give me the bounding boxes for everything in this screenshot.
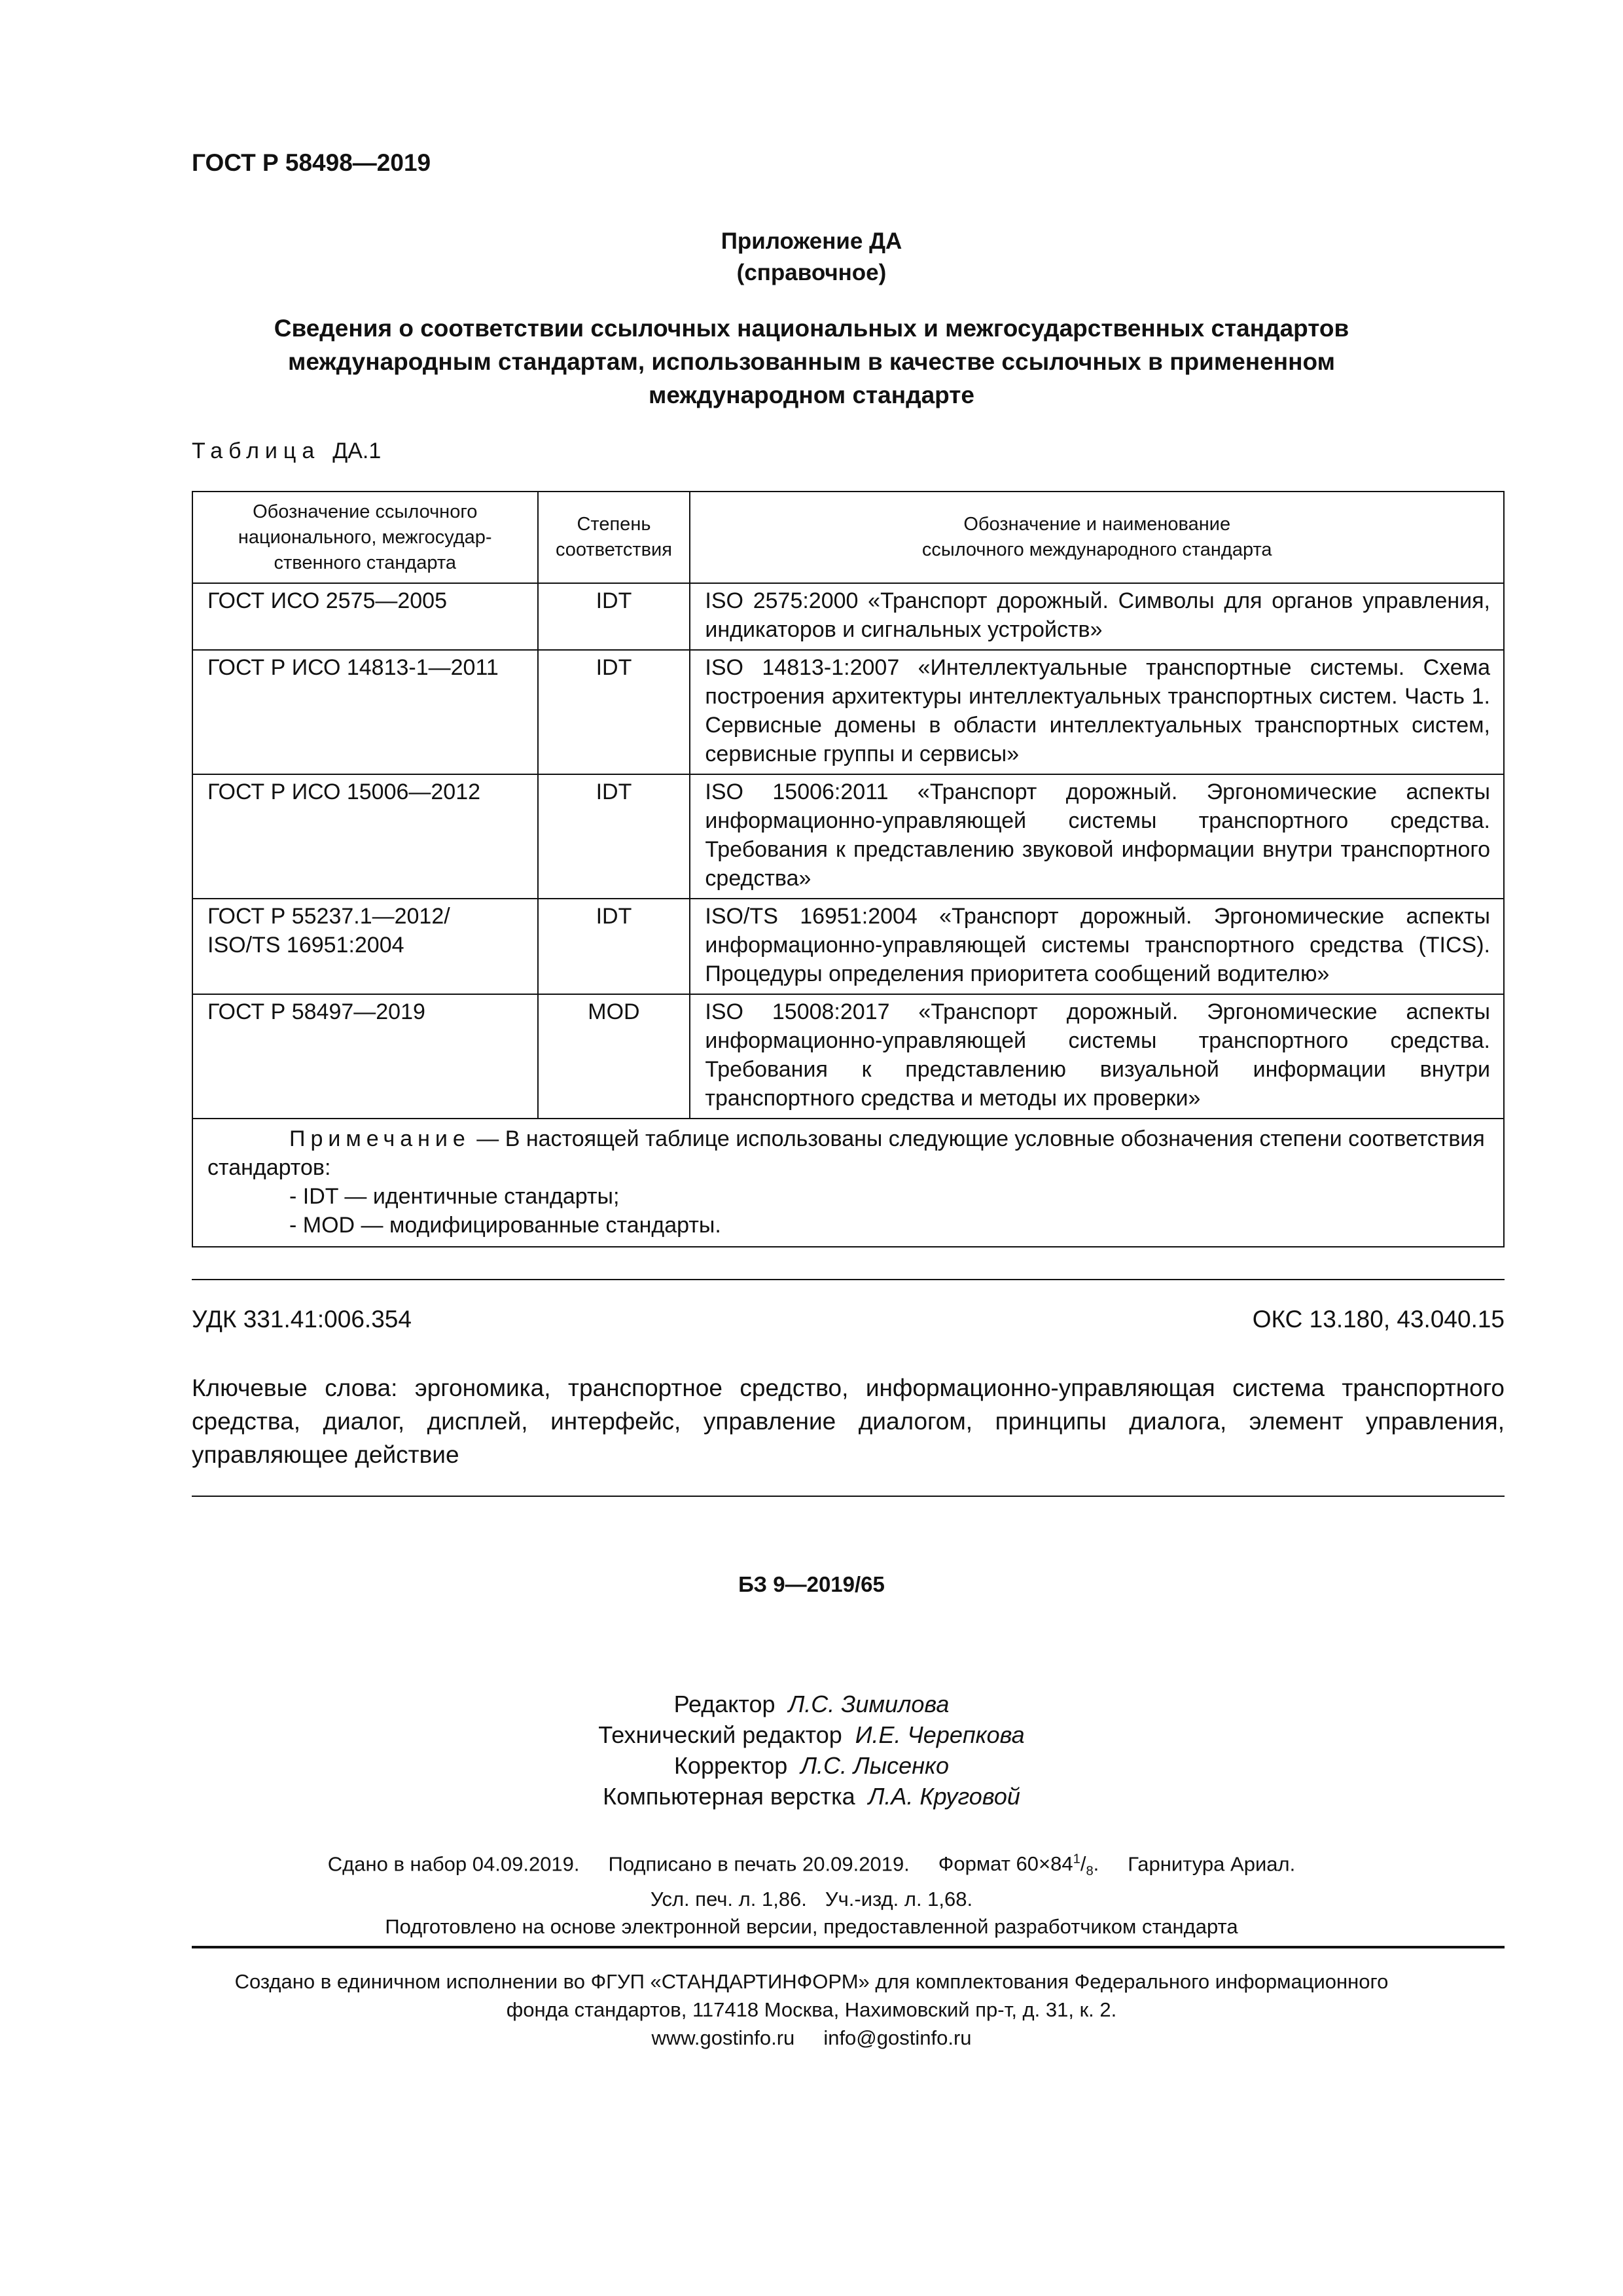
credit-name: Л.С. Лысенко — [800, 1752, 950, 1779]
credit-line — [0, 1750, 1623, 1781]
credit-role: Редактор — [673, 1691, 776, 1717]
table-row — [192, 994, 1504, 1119]
credit-name: И.Е. Черепкова — [855, 1721, 1025, 1748]
table-label — [192, 439, 381, 464]
footer-contacts — [0, 2024, 1623, 2052]
document-code: ГОСТ Р 58498—2019 — [192, 149, 431, 176]
appendix-title: Приложение ДА — [721, 228, 902, 254]
credit-role: Компьютерная верстка — [603, 1783, 855, 1810]
signed-date: Подписано в печать 20.09.2019. — [608, 1852, 910, 1876]
email-link[interactable]: info@gostinfo.ru — [823, 2026, 972, 2049]
footer-line: Создано в единичном исполнении во ФГУП «СТАНДАРТИНФОРМ» для комплектования Федерального информационного — [234, 1970, 1389, 1993]
cell-designation: ГОСТ ИСО 2575—2005 — [192, 583, 538, 650]
header-text: соответствия — [555, 539, 672, 560]
bz-number: БЗ 9—2019/65 — [738, 1572, 885, 1596]
format-end: . — [1093, 1852, 1099, 1876]
header-text: ственного стандарта — [274, 552, 456, 573]
cell-designation: ГОСТ Р 58497—2019 — [192, 994, 538, 1119]
credit-name: Л.С. Зимилова — [788, 1691, 950, 1717]
header-text: Обозначение ссылочного — [253, 501, 478, 522]
note-paragraph — [207, 1124, 1490, 1182]
cell-international: ISO/TS 16951:2004 «Транспорт дорожный. Эргономические аспекты информационно-управляющей системы транспортного средства (TICS). Процедуры определения приоритета сообщений водителю» — [690, 899, 1504, 994]
cell-degree: IDT — [538, 583, 690, 650]
cell-designation: ГОСТ Р ИСО 14813-1—2011 — [192, 650, 538, 774]
reference-standards-table — [192, 491, 1505, 1247]
table-row — [192, 583, 1504, 650]
table-row — [192, 899, 1504, 994]
credits — [0, 1689, 1623, 1812]
divider — [192, 1279, 1505, 1280]
header-designation — [192, 492, 538, 583]
cell-degree: IDT — [538, 899, 690, 994]
cell-designation: ГОСТ Р ИСО 15006—2012 — [192, 774, 538, 899]
print-sheets: Усл. печ. л. 1,86. — [650, 1887, 807, 1910]
format-numerator: 1 — [1073, 1852, 1080, 1867]
header-international — [690, 492, 1504, 583]
prepared-note: Подготовлено на основе электронной версии, предоставленной разработчиком стандарта — [385, 1914, 1238, 1938]
cell-international: ISO 14813-1:2007 «Интеллектуальные транспортные системы. Схема построения архитектуры интеллектуальных транспортных систем. Часть 1. Сервисные домены в области интеллектуальных транспортных систем, сервисные группы и сервисы» — [690, 650, 1504, 774]
table-label-number: ДА.1 — [332, 439, 382, 463]
divider — [192, 1946, 1505, 1948]
heading-line: международным стандартам, использованным в качестве ссылочных в примененном — [288, 348, 1335, 375]
footer-line: фонда стандартов, 117418 Москва, Нахимовский пр-т, д. 31, к. 2. — [506, 1998, 1117, 2021]
designation-line: ISO/TS 16951:2004 — [207, 933, 404, 958]
credit-line — [0, 1719, 1623, 1750]
cell-international: ISO 2575:2000 «Транспорт дорожный. Символы для органов управления, индикаторов и сигнальных устройств» — [690, 583, 1504, 650]
udk-code: УДК 331.41:006.354 — [192, 1306, 412, 1333]
typeface: Гарнитура Ариал. — [1128, 1852, 1296, 1876]
table-note-row — [192, 1119, 1504, 1247]
credit-role: Корректор — [673, 1752, 788, 1779]
credit-role: Технический редактор — [598, 1721, 842, 1748]
designation-line: ГОСТ Р 55237.1—2012/ — [207, 904, 450, 929]
cell-international: ISO 15008:2017 «Транспорт дорожный. Эргономические аспекты информационно-управляющей системы транспортного средства. Требования к представлению визуальной информации внутри транспортного средства и методы их проверки» — [690, 994, 1504, 1119]
footer — [0, 1967, 1623, 2052]
oks-code: ОКС 13.180, 43.040.15 — [1252, 1306, 1505, 1333]
appendix-heading — [0, 226, 1623, 289]
cell-designation — [192, 899, 538, 994]
credit-line — [0, 1689, 1623, 1719]
credit-name: Л.А. Круговой — [868, 1783, 1020, 1810]
table-row — [192, 650, 1504, 774]
note-item: - MOD — модифицированные стандарты. — [289, 1213, 721, 1238]
divider — [192, 1496, 1505, 1497]
format-denominator: 8 — [1086, 1864, 1094, 1879]
table-note — [192, 1119, 1504, 1247]
header-text: национального, межгосудар- — [238, 526, 492, 548]
appendix-kind: (справочное) — [736, 260, 887, 285]
cell-international: ISO 15006:2011 «Транспорт дорожный. Эргономические аспекты информационно-управляющей системы транспортного средства. Требования к представлению звуковой информации внутри транспортного средства» — [690, 774, 1504, 899]
heading-line: Сведения о соответствии ссылочных национальных и межгосударственных стандартов — [274, 315, 1349, 342]
cell-degree: IDT — [538, 650, 690, 774]
credit-line — [0, 1781, 1623, 1812]
header-text: Обозначение и наименование — [963, 514, 1231, 535]
format: Формат $60\times 84^1/_8$. — [938, 1852, 1099, 1879]
note-label: Примечание — [289, 1126, 471, 1151]
note-item: - IDT — идентичные стандарты; — [289, 1184, 620, 1209]
keywords: Ключевые слова: эргономика, транспортное средство, информационно-управляющая система транспортного средства, диалог, дисплей, интерфейс, управление диалогом, принципы диалога, элемент управления, управляющее действие — [192, 1374, 1505, 1468]
publication-line — [0, 1846, 1623, 1886]
table-label-word: Таблица — [192, 439, 321, 463]
note-text: — В настоящей таблице использованы следующие условные обозначения степени соответствия стандартов: — [207, 1126, 1485, 1180]
section-heading — [196, 312, 1427, 412]
header-text: ссылочного международного стандарта — [921, 539, 1272, 560]
submitted-date: Сдано в набор 04.09.2019. — [327, 1852, 580, 1876]
format-text: Формат 60×84 — [938, 1852, 1073, 1876]
publication-line — [0, 1886, 1623, 1913]
publication-info — [0, 1846, 1623, 1941]
header-degree — [538, 492, 690, 583]
publication-sheets: Уч.-изд. л. 1,68. — [825, 1887, 973, 1910]
heading-line: международном стандарте — [649, 382, 974, 408]
website-link[interactable]: www.gostinfo.ru — [651, 2026, 795, 2049]
header-text: Степень — [577, 514, 651, 535]
table-row — [192, 774, 1504, 899]
cell-degree: MOD — [538, 994, 690, 1119]
cell-degree: IDT — [538, 774, 690, 899]
table-header-row — [192, 492, 1504, 583]
